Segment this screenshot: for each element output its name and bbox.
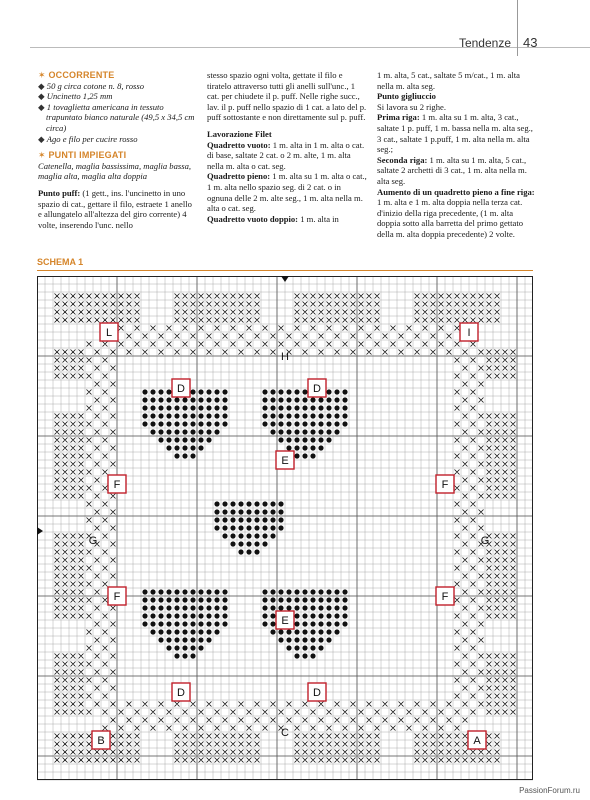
top-arrow-icon	[281, 276, 289, 282]
header-divider	[517, 0, 518, 56]
heart-bottom-left	[142, 589, 227, 658]
chart-label: A	[473, 735, 481, 747]
chart-label: G	[88, 535, 98, 547]
schema-title: SCHEMA 1	[37, 257, 84, 267]
chart-label: D	[177, 687, 185, 699]
text-column-2	[207, 70, 367, 224]
chart-label: F	[441, 591, 449, 603]
first-row-paragraph: Prima riga: 1 m. alta su 1 m. alta, 3 cat., saltate 1 p. puff, 1 m. bassa nella m. alta seg., 3 cat., saltate 1 p.puff, 1 m. alta nella m. alta seg.;	[377, 112, 533, 155]
page-header	[0, 0, 590, 56]
empty-square-paragraph: Quadretto vuoto: 1 m. alta in 1 m. alta o cat. di base, saltate 2 cat. o 2 m. alte, 1 m. alta nella m. alta o cat. seg.	[207, 139, 365, 171]
heart-top-left	[142, 389, 227, 458]
gigliuccio-heading: Punto gigliuccio	[377, 91, 436, 102]
schema-rule	[37, 270, 533, 271]
chart-label: C	[281, 727, 289, 739]
second-row-paragraph: Seconda riga: 1 m. alta su 1 m. alta, 5 cat., saltate 2 archetti di 3 cat., 1 m. alta nella m. alta seg.	[377, 154, 527, 186]
stitches-heading: ✶ PUNTI IMPIEGATI	[38, 150, 127, 161]
heart-bottom-right	[262, 589, 347, 658]
material-item: ◆ 50 g circa cotone n. 8, rosso	[38, 80, 144, 91]
double-square-paragraph: Quadretto vuoto doppio: 1 m. alta in	[207, 213, 339, 224]
puff-continuation: stesso spazio ogni volta, gettate il filo e tiratelo attraverso tutti gli anelli sull'unc., 1 cat. per chiudete il p. puff. Nelle righe succ., lav. il p. puff nello spazio di 1 cat. a lato del p. puff sottostante e non direttamente sul p. puff.	[207, 70, 367, 123]
watermark: PassionForum.ru	[519, 786, 580, 795]
chart-label: D	[177, 383, 185, 395]
chart-label: H	[281, 351, 289, 363]
full-square-paragraph: Quadretto pieno: 1 m. alta su 1 m. alta o cat., 1 m. alta nello spazio seg. di 2 cat. o in ognuna delle 2 m. alte seg., 1 m. alta nella m. alta o cat. seg.	[207, 171, 367, 214]
puff-paragraph: Punto puff: (1 gett., ins. l'uncinetto in uno spazio di cat., gettare il filo, estraete 1 anello e allungatelo all'altezza del giro corrente) 4 volte, inserendo l'unc. nello	[38, 187, 192, 230]
material-item: ◆ 1 tovaglietta americana in tessuto trapuntato bianco naturale (49,5 x 34,5 cm circa)	[38, 101, 195, 133]
chart-label: L	[105, 327, 113, 339]
chart-label: I	[467, 327, 471, 339]
double-continuation: 1 m. alta, 5 cat., saltate 5 m/cat., 1 m. alta nella m. alta seg.	[377, 70, 520, 91]
material-item: ◆ Ago e filo per cucire rosso	[38, 133, 138, 144]
stitches-list: Catenella, maglia bassissima, maglia bassa, maglia alta, maglia alta doppia	[38, 160, 192, 182]
increase-paragraph: Aumento di un quadretto pieno a fine riga: 1 m. alta e 1 m. alta doppia nella terza cat. d'inizio della riga precedente, (1 m. alta doppia sotto alla barretta del primo gettato della m. alta doppia precedente) 2 volte.	[377, 186, 535, 239]
page-number: 43	[523, 35, 538, 50]
heart-top-right	[262, 389, 347, 458]
chart-label: D	[313, 687, 321, 699]
materials-heading: ✶ OCCORRENTE	[38, 70, 115, 80]
chart-label: D	[313, 383, 321, 395]
chart-label: G	[480, 535, 490, 547]
left-arrow-icon	[37, 527, 43, 535]
text-column-1	[38, 70, 196, 230]
filet-chart	[37, 276, 533, 786]
chart-label: B	[97, 735, 105, 747]
chart-label: F	[441, 479, 449, 491]
heart-center	[214, 501, 283, 554]
chart-label: E	[281, 615, 289, 627]
filet-heading: Lavorazione Filet	[207, 128, 272, 139]
text-column-3	[377, 70, 537, 240]
chart-label: E	[281, 455, 289, 467]
chart-label: F	[113, 591, 121, 603]
chart-label: F	[113, 479, 121, 491]
gigliuccio-intro: Si lavora su 2 righe.	[377, 101, 446, 112]
material-item: ◆ Uncinetto 1,25 mm	[38, 91, 113, 102]
section-title: Tendenze	[458, 36, 511, 50]
